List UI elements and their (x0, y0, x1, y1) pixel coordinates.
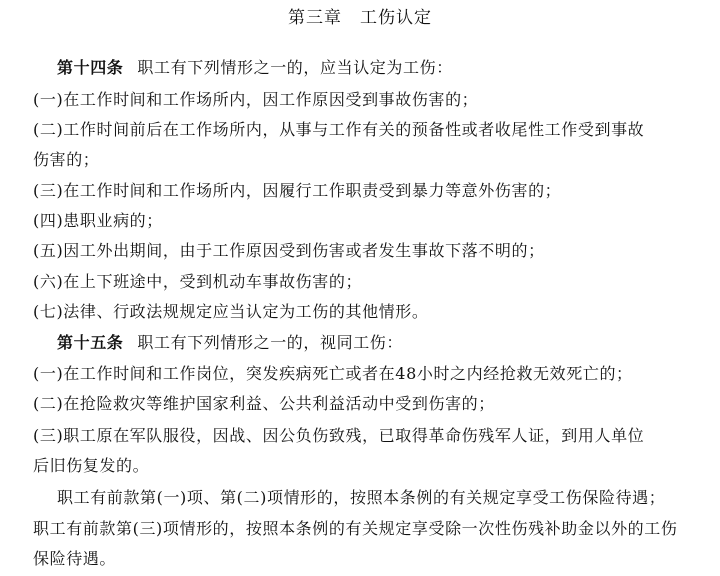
article-15-item-3-cont: 后旧伤复发的。 (33, 456, 150, 475)
article-14-intro: 职工有下列情形之一的，应当认定为工伤： (137, 58, 453, 77)
article-14-item-4: (四)患职业病的； (33, 211, 163, 230)
article-14-heading (57, 56, 720, 80)
article-14-item-3: (三)在工作时间和工作场所内，因履行工作职责受到暴力等意外伤害的； (33, 181, 562, 200)
article-14-item-5: (五)因工外出期间，由于工作原因受到伤害或者发生事故下落不明的； (33, 241, 545, 260)
article-14-item-2: (二)工作时间前后在工作场所内，从事与工作有关的预备性或者收尾性工作受到事故 (33, 120, 645, 139)
article-15-heading (57, 331, 720, 355)
article-15-closing-3: 保险待遇。 (33, 549, 117, 568)
chapter-heading (0, 6, 720, 30)
article-15-closing-2: 职工有前款第(三)项情形的，按照本条例的有关规定享受除一次性伤残补助金以外的工伤 (33, 519, 678, 538)
article-14-item-7: (七)法律、行政法规规定应当认定为工伤的其他情形。 (33, 302, 429, 321)
chapter-number: 第三章 (288, 8, 342, 28)
article-15-label: 第十五条 (57, 333, 124, 352)
article-14-item-2-cont: 伤害的； (33, 150, 100, 169)
article-15-item-1: (一)在工作时间和工作岗位，突发疾病死亡或者在48小时之内经抢救无效死亡的； (33, 364, 633, 383)
article-15-item-3: (三)职工原在军队服役，因战、因公负伤致残，已取得革命伤残军人证，到用人单位 (33, 426, 645, 445)
article-14-label: 第十四条 (57, 58, 124, 77)
article-15-intro: 职工有下列情形之一的，视同工伤： (137, 333, 404, 352)
article-14-item-6: (六)在上下班途中，受到机动车事故伤害的； (33, 272, 363, 291)
article-14-item-1: (一)在工作时间和工作场所内，因工作原因受到事故伤害的； (33, 90, 479, 109)
article-15-item-2: (二)在抢险救灾等维护国家利益、公共利益活动中受到伤害的； (33, 394, 495, 413)
article-15-closing-1: 职工有前款第(一)项、第(二)项情形的，按照本条例的有关规定享受工伤保险待遇； (57, 488, 666, 507)
chapter-title: 工伤认定 (360, 8, 432, 28)
